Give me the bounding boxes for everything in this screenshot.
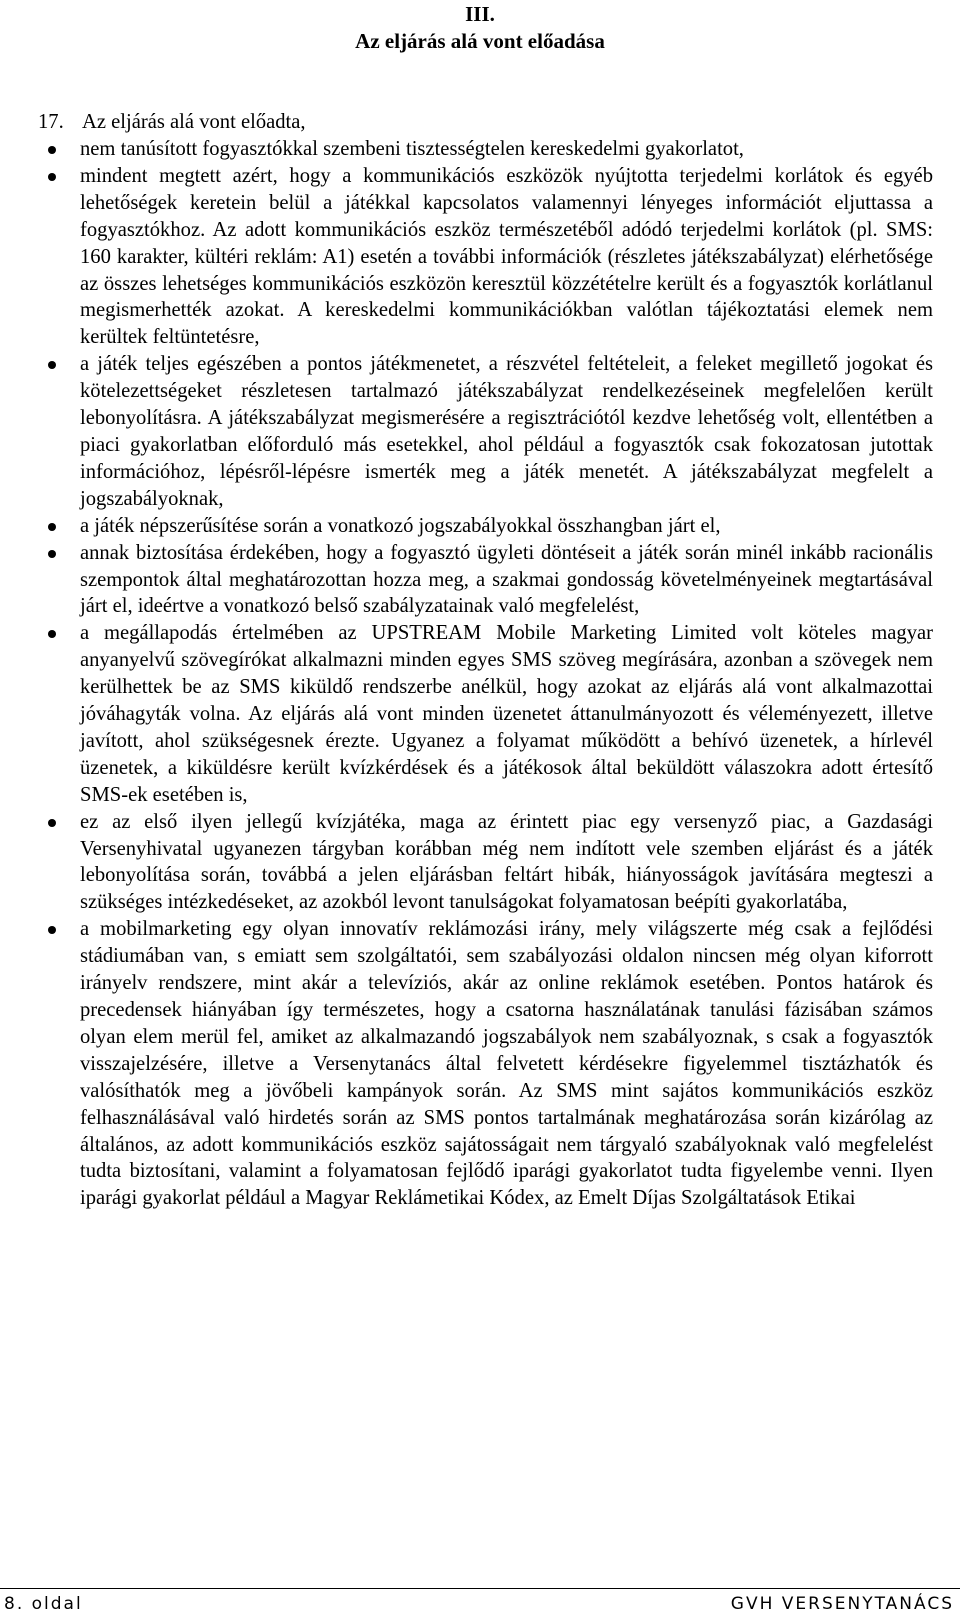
bullet-icon bbox=[48, 173, 56, 181]
argument-list bbox=[0, 136, 960, 1212]
section-title: Az eljárás alá vont előadása bbox=[355, 29, 605, 53]
bullet-icon bbox=[48, 361, 56, 369]
list-item-text: a játék teljes egészében a pontos játékmenetet, a részvétel feltételeit, a feleket megillető jogokat és kötelezettségeket részletesen tartalmazó játékszabályzat rendelkezéseinek megfelelően került lebonyolításra. A játékszabályzat megismerésére a regisztrációtól kezdve lehetőség volt, ellentétben a piaci gyakorlatban előforduló más esetekkel, ahol például a fogyasztók csak fokozatosan jutottak információhoz, lépésről-lépésre ismerték meg a játék menetét. A játékszabályzat megfelelt a jogszabályoknak, bbox=[80, 353, 933, 510]
list-item-text: nem tanúsított fogyasztókkal szembeni tisztességtelen kereskedelmi gyakorlatot, bbox=[80, 138, 744, 160]
list-item-text: mindent megtett azért, hogy a kommunikációs eszközök nyújtotta terjedelmi korlátok és egyéb lehetőségek keretein belül a játékkal kapcsolatos valamennyi lényeges információt eljuttassa a fogyasztókhoz. Az adott kommunikációs eszköz természetéből adódó terjedelmi korlátok (pl. SMS: 160 karakter, kültéri reklám: A1) esetén a további információk (részletes játékszabályzat) elérhetősége az összes lehetséges kommunikációs eszközön keresztül közzétételre került és a fogyasztók korlátlanul megismerhették azokat. A kereskedelmi kommunikációkban valótlan tájékoztatási elemek nem kerültek feltüntetésre, bbox=[80, 164, 933, 349]
list-item bbox=[0, 351, 933, 512]
bullet-icon bbox=[48, 926, 56, 934]
list-item-text: a mobilmarketing egy olyan innovatív reklámozási irány, mely világszerte még csak a fejlődési stádiumában van, s emiatt sem szolgáltatói, sem szabályozási oldalon nincsen még olyan kiforrott irányelv rendszere, mint akár a televíziós, akár az online reklámok esetében. Pontos határok és precedensek hiányában így természetes, hogy a csatorna használatának tanulási fázisában számos olyan elem merül fel, amiket az alkalmazandó jogszabályok nem szabályoznak, s csak a fogyasztók visszajelzésére, illetve a Versenytanács által felvetett kérdésekre figyelemmel tisztázhatók és valósíthatók meg a jövőbeli kampányok során. Az SMS mint sajátos kommunikációs eszköz felhasználásával való hirdetés során az SMS pontos tartalmának meghatározása során kizárólag az általános, az adott kommunikációs eszköz sajátosságait nem tárgyaló szabályoknak való megfelelést tudta biztosítani, valamint a folyamatosan fejlődő iparági gyakorlatot tudta figyelembe venni. Ilyen iparági gyakorlat például a Magyar Reklámetikai Kódex, az Emelt Díjas Szolgáltatások Etikai bbox=[80, 918, 933, 1210]
bullet-icon bbox=[48, 146, 56, 154]
footer-divider bbox=[0, 1588, 960, 1589]
list-item bbox=[0, 620, 933, 808]
paragraph-intro bbox=[38, 109, 918, 135]
list-item bbox=[0, 809, 933, 917]
footer-organization: GVH VERSENYTANÁCS bbox=[730, 1594, 954, 1614]
bullet-icon bbox=[48, 630, 56, 638]
list-item bbox=[0, 540, 933, 621]
list-item-text: annak biztosítása érdekében, hogy a fogyasztó ügyleti döntéseit a játék során minél inkább racionális szempontok által meghatározottan hozza meg, a szakmai gondosság követelményeinek megtartásával járt el, ideértve a vonatkozó belső szabályzatainak való megfelelést, bbox=[80, 541, 933, 618]
list-item bbox=[0, 136, 933, 163]
bullet-icon bbox=[48, 523, 56, 531]
paragraph-number: 17. bbox=[38, 111, 64, 133]
list-item-text: a megállapodás értelmében az UPSTREAM Mobile Marketing Limited volt köteles magyar anyanyelvű szövegírókat alkalmazni minden egyes SMS szöveg megírására, azonban a szövegek nem kerülhettek be az SMS kiküldő rendszerbe anélkül, hogy azokat az eljárás alá vont alkalmazottai jóváhagyták volna. Az eljárás alá vont minden üzenetet áttanulmányozott és véleményezett, illetve javított, ahol szükségesnek érezte. Ugyanez a folyamat működött a behívó üzenetek, a hírlevél üzenetek, a kiküldésre került kvízkérdések és a játékosok által beküldött válaszokra adott értesítő SMS-ek esetében is, bbox=[80, 622, 933, 806]
list-item bbox=[0, 513, 933, 540]
section-number: III. bbox=[465, 2, 495, 26]
list-item bbox=[0, 916, 933, 1212]
bullet-icon bbox=[48, 819, 56, 827]
intro-text: Az eljárás alá vont előadta, bbox=[82, 111, 306, 133]
list-item-text: a játék népszerűsítése során a vonatkozó jogszabályokkal összhangban járt el, bbox=[80, 514, 721, 537]
list-item bbox=[0, 163, 933, 351]
bullet-icon bbox=[48, 550, 56, 558]
page-number: 8. oldal bbox=[4, 1594, 83, 1614]
list-item-text: ez az első ilyen jellegű kvízjátéka, maga az érintett piac egy versenyző piac, a Gazdasági Versenyhivatal ugyanezen tárgyban korábban még nem indított vele szemben eljárást és a játék lebonyolítása során, továbbá a jelen eljárásban feltárt hibák, hiányosságok javítására megteszi a szükséges intézkedéseket, az azokból levont tanulságokat folyamatosan beépíti gyakorlatába, bbox=[80, 810, 933, 914]
